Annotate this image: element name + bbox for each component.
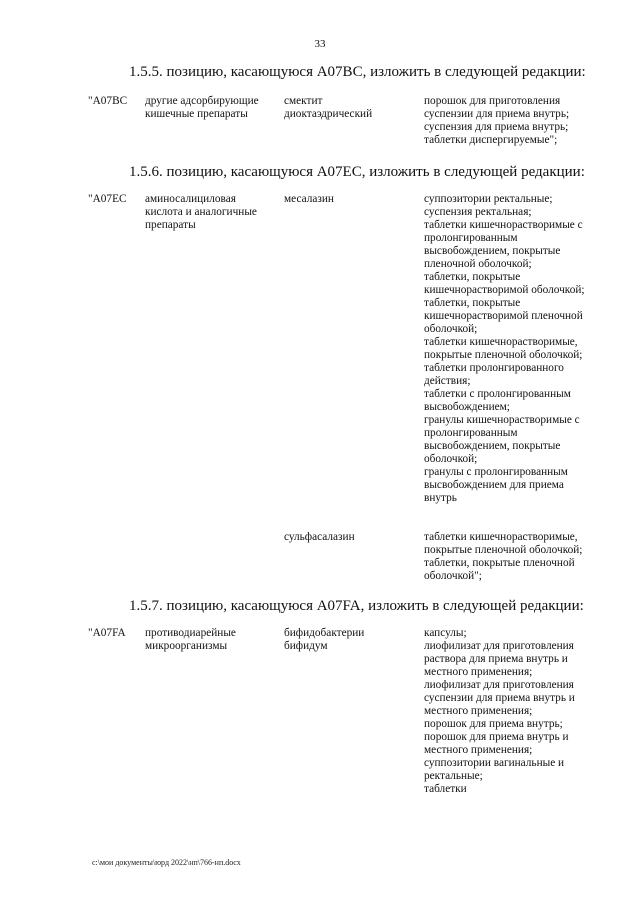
group-name: аминосалициловая кислота и аналогичные препараты: [145, 193, 257, 231]
dosage-forms: порошок для приготовления суспензии для приема внутрь; суспензия для приема внутрь; таблетки диспергируемые";: [424, 95, 570, 146]
section-heading-a07ec: 1.5.6. позицию, касающуюся A07EC, изложить в следующей редакции:: [129, 164, 585, 180]
group-name: противодиарейные микроорганизмы: [145, 627, 236, 652]
group-name: другие адсорбирующие кишечные препараты: [145, 95, 259, 120]
drug-name: месалазин: [284, 193, 334, 205]
section-heading-a07bc: 1.5.5. позицию, касающуюся A07BC, изложить в следующей редакции:: [129, 64, 586, 80]
footer-file-path: c:\мои документы\юрд 2022\нп\766-нп.docx: [92, 858, 241, 867]
atc-code: "A07EC: [88, 193, 127, 205]
drug-name: сульфасалазин: [284, 531, 355, 543]
drug-name: бифидобактерии бифидум: [284, 627, 365, 652]
atc-code: "A07BC: [88, 95, 128, 107]
dosage-forms: суппозитории ректальные; суспензия ректальная; таблетки кишечнорастворимые с пролонгированным высвобождением, покрытые пленочной оболочкой; таблетки, покрытые кишечнорастворимой оболочкой; таблетки, покрытые кишечнорастворимой пленочной оболочкой; таблетки кишечнорастворимые, покрытые пленочной оболочкой; таблетки пролонгированного действия; таблетки с пролонгированным высвобождением; гранулы кишечнорастворимые с пролонгированным высвобождением, покрытые оболочкой; гранулы с пролонгированным высвобождением для приема внутрь: [424, 193, 585, 504]
dosage-forms: таблетки кишечнорастворимые, покрытые пленочной оболочкой; таблетки, покрытые пленочной оболочкой";: [424, 531, 583, 582]
dosage-forms: капсулы; лиофилизат для приготовления раствора для приема внутрь и местного применения; лиофилизат для приготовления суспензии для приема внутрь и местного применения; порошок для приема внутрь; порошок для приема внутрь и местного применения; суппозитории вагинальные и ректальные; таблетки: [424, 627, 575, 795]
page-number: 33: [314, 38, 326, 50]
drug-name: смектит диоктаэдрический: [284, 95, 373, 120]
atc-code: "A07FA: [88, 627, 126, 639]
section-heading-a07fa: 1.5.7. позицию, касающуюся A07FA, изложить в следующей редакции:: [129, 598, 584, 614]
